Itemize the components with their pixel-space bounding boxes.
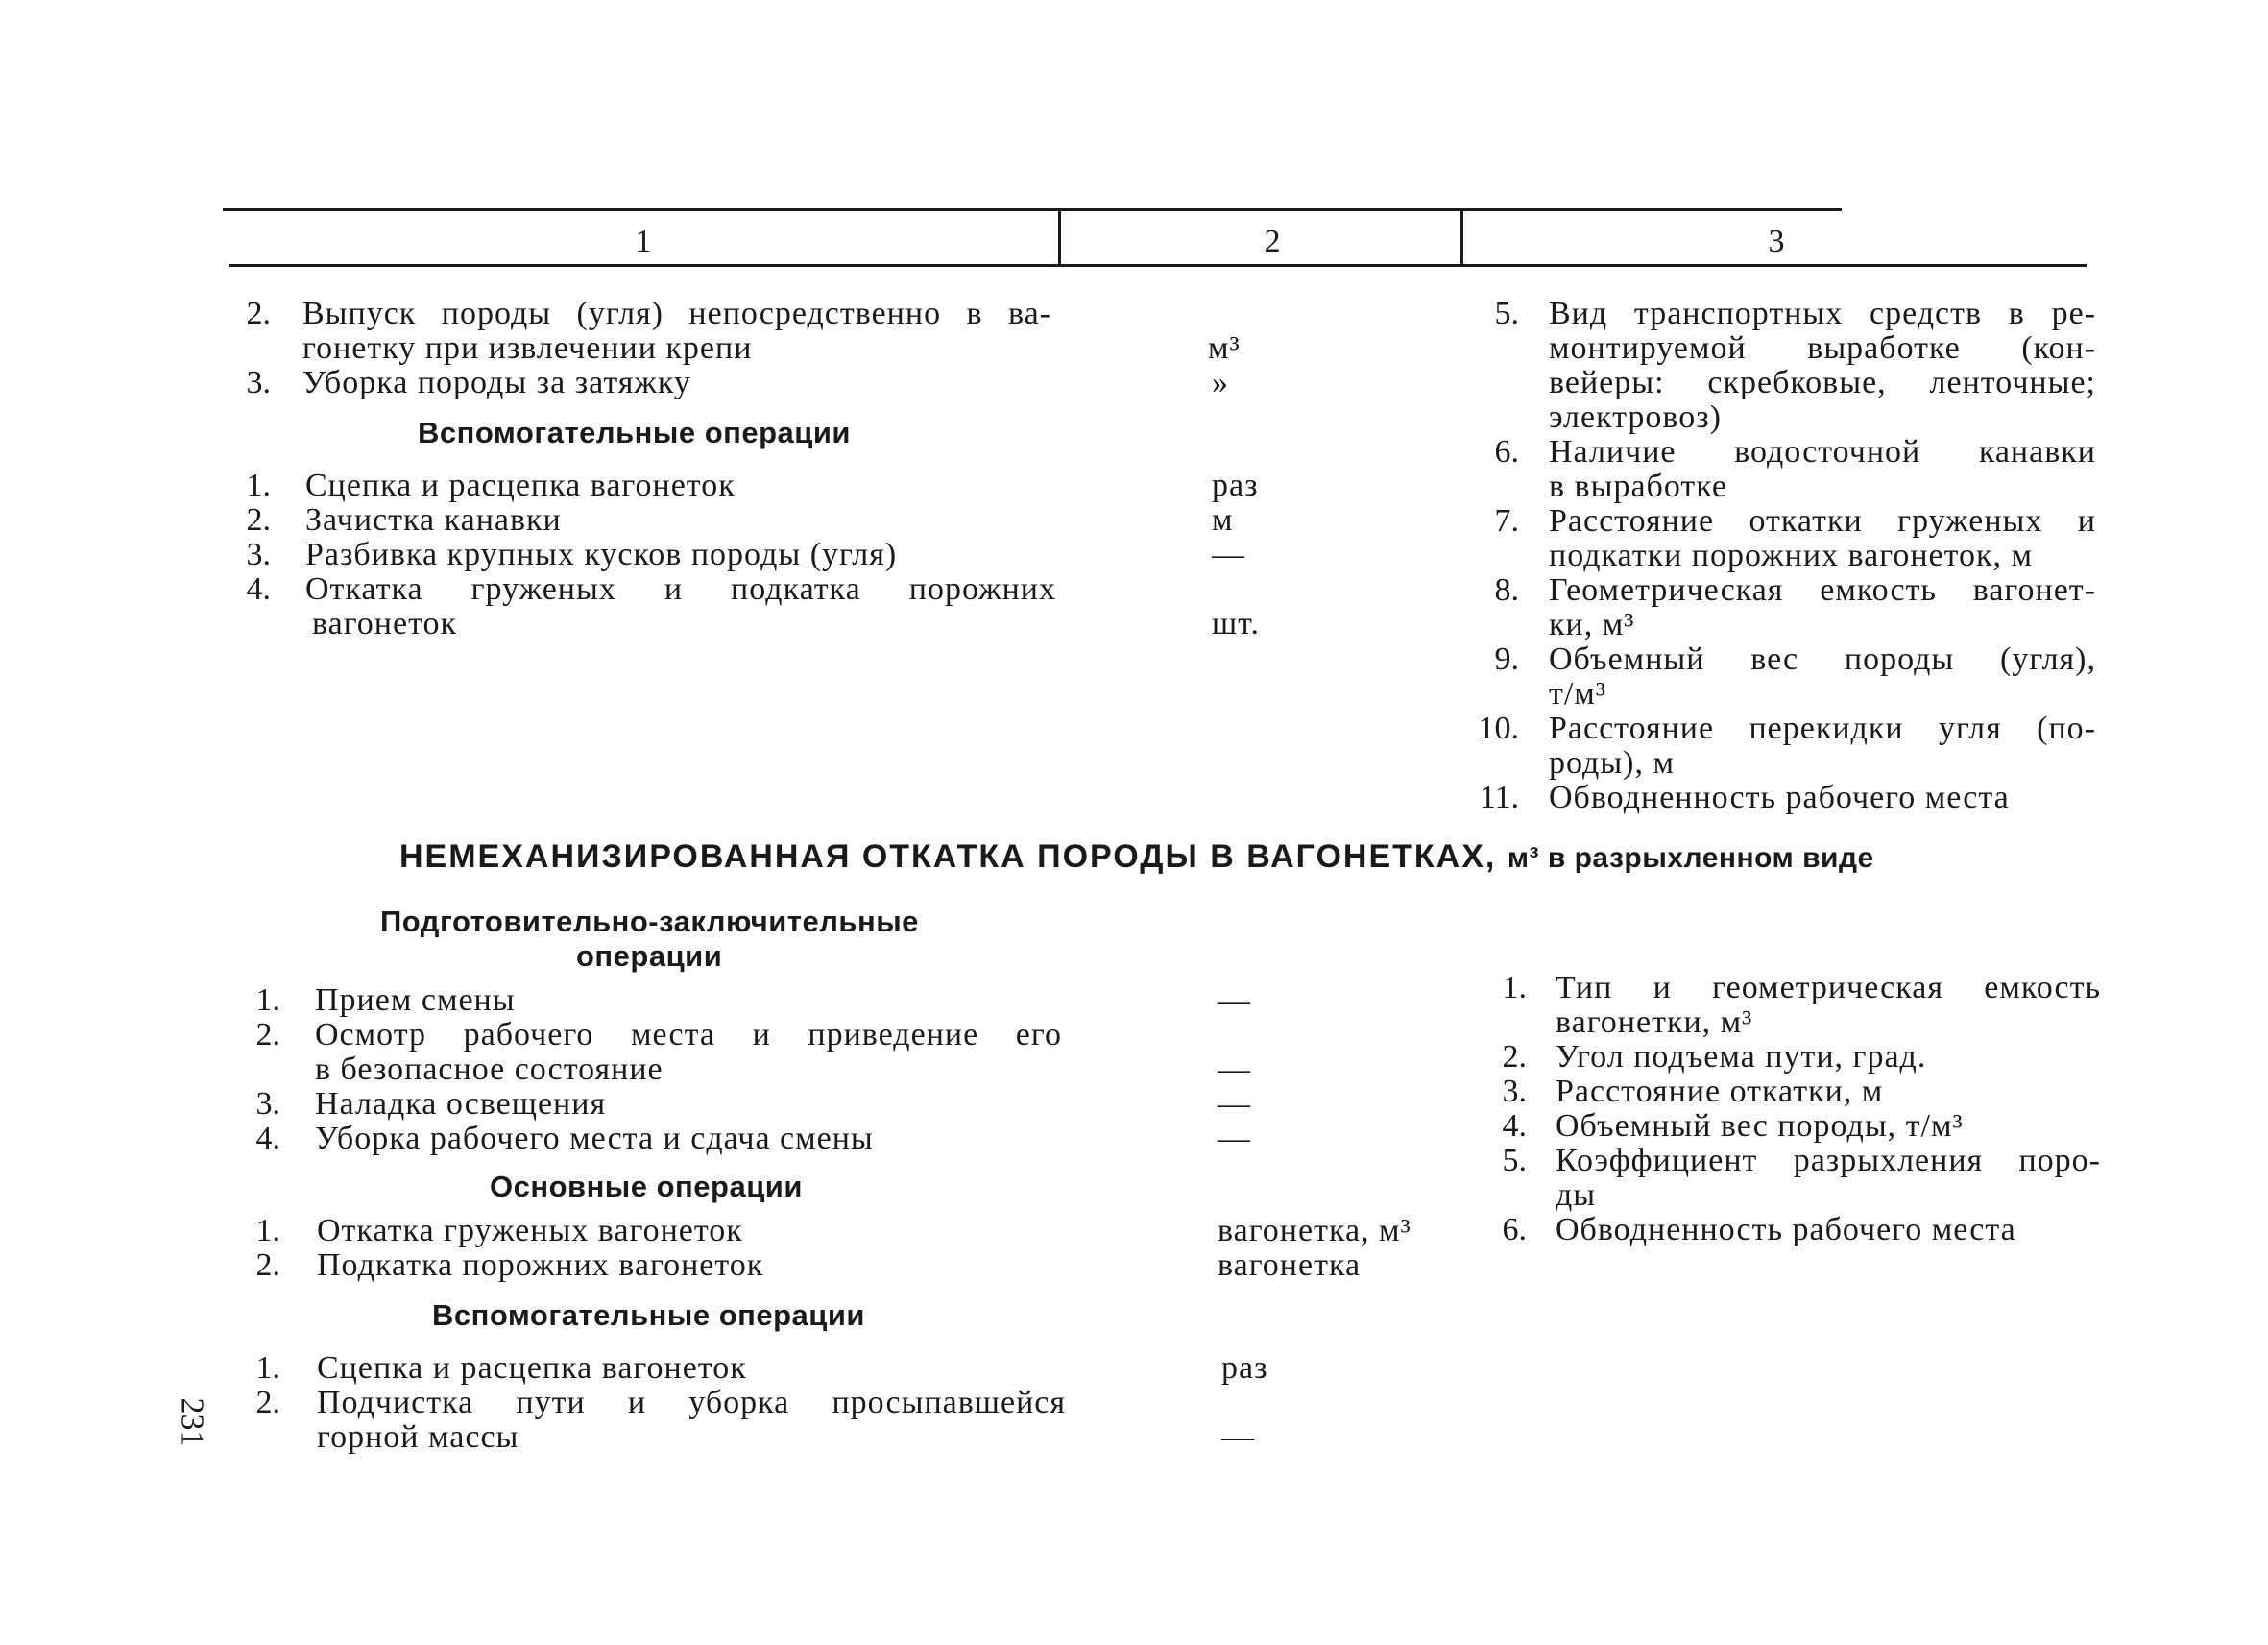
list-number: 1. bbox=[1502, 970, 1527, 1005]
list-item: Обводненность рабочего места bbox=[1556, 1212, 2016, 1247]
list-item: Сцепка и расцепка вагонеток bbox=[305, 468, 736, 503]
list-item: Вид транспортных средств в ре- bbox=[1549, 296, 2096, 331]
list-number: 3. bbox=[246, 365, 271, 400]
list-number: 2. bbox=[1502, 1039, 1527, 1075]
list-number: 4. bbox=[1502, 1108, 1527, 1144]
list-item: монтируемой выработке (кон- bbox=[1549, 330, 2096, 366]
column-header-3: 3 bbox=[1768, 224, 1785, 259]
list-item: горной массы bbox=[317, 1419, 519, 1455]
list-item: Тип и геометрическая емкость bbox=[1556, 970, 2101, 1005]
list-item: т/м³ bbox=[1549, 676, 1607, 712]
unit-cell: вагонетка bbox=[1218, 1247, 1362, 1283]
list-item: ды bbox=[1556, 1177, 1597, 1213]
list-number: 1. bbox=[255, 1350, 280, 1386]
list-item: Обводненность рабочего места bbox=[1549, 780, 2010, 815]
list-item: Разбивка крупных кусков породы (угля) bbox=[305, 537, 898, 572]
list-number: 5. bbox=[1502, 1143, 1527, 1178]
list-item: Уборка рабочего места и сдача смены bbox=[315, 1121, 874, 1156]
list-item: Объемный вес породы, т/м³ bbox=[1556, 1108, 1964, 1144]
section-heading: Вспомогательные операции bbox=[432, 1298, 865, 1332]
list-item: Подчистка пути и уборка просыпавшейся bbox=[317, 1385, 1066, 1420]
list-item: Зачистка канавки bbox=[305, 502, 562, 538]
list-number: 2. bbox=[255, 1247, 280, 1283]
list-number: 6. bbox=[1502, 1212, 1527, 1247]
list-number: 5. bbox=[1494, 296, 1519, 331]
unit-cell: вагонетка, м³ bbox=[1218, 1213, 1411, 1248]
unit-cell: — bbox=[1212, 537, 1245, 572]
column-header-2: 2 bbox=[1264, 224, 1281, 259]
list-number: 4. bbox=[255, 1121, 280, 1156]
list-item: подкатки порожних вагонеток, м bbox=[1549, 538, 2034, 573]
list-number: 1. bbox=[255, 982, 280, 1018]
list-item: Выпуск породы (угля) непосредственно в ва- bbox=[302, 296, 1051, 331]
list-item: в безопасное состояние bbox=[315, 1052, 664, 1087]
list-item: Откатка груженых вагонеток bbox=[317, 1213, 743, 1248]
unit-cell: раз bbox=[1212, 468, 1259, 503]
list-number: 3. bbox=[255, 1086, 280, 1122]
list-item: Расстояние откатки, м bbox=[1556, 1074, 1884, 1109]
list-item: Подкатка порожних вагонеток bbox=[317, 1247, 764, 1283]
column-header-1: 1 bbox=[635, 224, 652, 259]
list-item: Расстояние перекидки угля (по- bbox=[1549, 711, 2096, 746]
list-number: 2. bbox=[255, 1017, 280, 1052]
unit-cell: раз bbox=[1221, 1350, 1268, 1386]
header-top-rule bbox=[223, 208, 1842, 211]
section-heading: операции bbox=[576, 939, 723, 973]
list-number: 2. bbox=[246, 502, 271, 538]
list-item: Осмотр рабочего места и приведение его bbox=[315, 1017, 1062, 1052]
section-title-main: НЕМЕХАНИЗИРОВАННАЯ ОТКАТКА ПОРОДЫ В ВАГОНЕТКАХ, bbox=[399, 838, 1497, 875]
list-number: 7. bbox=[1494, 503, 1519, 539]
unit-cell: шт. bbox=[1212, 606, 1260, 641]
list-item: Уборка породы за затяжку bbox=[302, 365, 691, 400]
list-number: 10. bbox=[1478, 711, 1519, 746]
list-item: роды), м bbox=[1549, 745, 1676, 781]
list-item: Объемный вес породы (угля), bbox=[1549, 641, 2096, 677]
header-bottom-rule bbox=[229, 264, 2087, 267]
header-divider-1 bbox=[1058, 210, 1061, 264]
list-item: Сцепка и расцепка вагонеток bbox=[317, 1350, 747, 1386]
list-number: 11. bbox=[1479, 780, 1519, 815]
unit-cell: — bbox=[1221, 1419, 1255, 1455]
list-number: 3. bbox=[1502, 1074, 1527, 1109]
list-item: Наличие водосточной канавки bbox=[1549, 434, 2096, 470]
list-number: 8. bbox=[1494, 572, 1519, 608]
list-item: Прием смены bbox=[315, 982, 516, 1018]
list-item: Наладка освещения bbox=[315, 1086, 607, 1122]
list-item: в выработке bbox=[1549, 469, 1728, 504]
list-item: Откатка груженых и подкатка порожних bbox=[305, 571, 1056, 607]
unit-cell: — bbox=[1218, 982, 1251, 1018]
unit-cell: м bbox=[1212, 502, 1234, 538]
list-item: вагонеток bbox=[312, 606, 458, 641]
section-heading: Подготовительно-заключительные bbox=[380, 905, 919, 938]
list-item: вагонетки, м³ bbox=[1556, 1004, 1753, 1040]
list-number: 1. bbox=[246, 468, 271, 503]
list-number: 2. bbox=[255, 1385, 280, 1420]
unit-cell: — bbox=[1218, 1052, 1251, 1087]
list-item: Расстояние откатки груженых и bbox=[1549, 503, 2096, 539]
section-title bbox=[399, 837, 1874, 878]
unit-cell: — bbox=[1218, 1086, 1251, 1122]
list-item: Геометрическая емкость вагонет- bbox=[1549, 572, 2096, 608]
list-item: вейеры: скребковые, ленточные; bbox=[1549, 365, 2096, 400]
unit-cell: — bbox=[1218, 1121, 1251, 1156]
section-heading: Вспомогательные операции bbox=[418, 416, 851, 449]
section-title-unit: м³ в разрыхленном виде bbox=[1507, 842, 1874, 874]
page-number: 231 bbox=[174, 1397, 210, 1447]
list-item: ки, м³ bbox=[1549, 607, 1635, 642]
list-number: 3. bbox=[246, 537, 271, 572]
unit-cell: » bbox=[1212, 365, 1229, 400]
list-number: 9. bbox=[1494, 641, 1519, 677]
list-number: 2. bbox=[246, 296, 271, 331]
list-number: 1. bbox=[255, 1213, 280, 1248]
list-number: 6. bbox=[1494, 434, 1519, 470]
section-heading: Основные операции bbox=[490, 1170, 803, 1203]
list-item: гонетку при извлечении крепи bbox=[302, 330, 753, 366]
list-item: Коэффициент разрыхления поро- bbox=[1556, 1143, 2101, 1178]
unit-cell: м³ bbox=[1208, 330, 1241, 366]
header-divider-2 bbox=[1460, 210, 1463, 264]
list-item: электровоз) bbox=[1549, 399, 1722, 435]
list-item: Угол подъема пути, град. bbox=[1556, 1039, 1927, 1075]
list-number: 4. bbox=[246, 571, 271, 607]
